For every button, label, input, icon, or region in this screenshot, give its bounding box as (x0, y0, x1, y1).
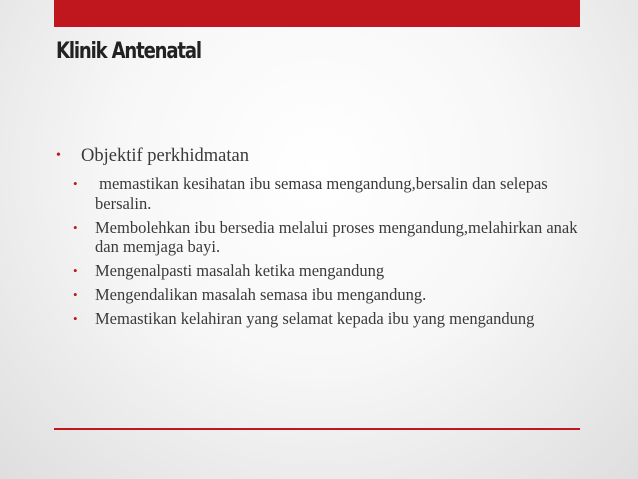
slide-title: Klinik Antenatal (56, 39, 201, 64)
sub-bullet-list (56, 174, 586, 329)
main-bullet (56, 144, 586, 168)
sub-bullet-text: Mengenalpasti masalah ketika mengandung (95, 261, 385, 280)
sub-bullet (73, 261, 586, 281)
main-bullet-text: Objektif perkhidmatan (81, 146, 249, 166)
sub-bullet-text: memastikan kesihatan ibu semasa mengandung,bersalin dan selepas bersalin. (95, 174, 552, 213)
slide-content (56, 144, 586, 333)
sub-bullet-text: Membolehkan ibu bersedia melalui proses mengandung,melahirkan anak dan memjaga bayi. (95, 217, 578, 256)
bullet-icon: • (73, 219, 78, 235)
bullet-icon: • (73, 311, 78, 326)
bullet-icon: • (73, 263, 78, 278)
bottom-accent-line (54, 428, 580, 430)
sub-bullet (73, 285, 586, 305)
sub-bullet (73, 309, 586, 329)
sub-bullet-text: Memastikan kelahiran yang selamat kepada ibu yang mengandung (95, 309, 535, 328)
bullet-icon: • (56, 148, 61, 163)
sub-bullet (73, 218, 586, 257)
top-accent-bar (54, 0, 580, 27)
sub-bullet-text: Mengendalikan masalah semasa ibu mengandung. (95, 285, 427, 304)
bullet-icon: • (73, 287, 78, 302)
sub-bullet (73, 174, 586, 213)
bullet-icon: • (73, 176, 78, 191)
